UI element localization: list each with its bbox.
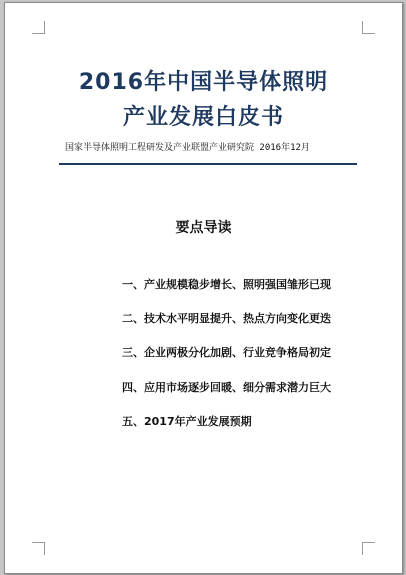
margin-corner-mark	[362, 542, 375, 555]
title-divider	[59, 163, 357, 165]
key-point-item: 四、应用市场逐步回暖、细分需求潜力巨大	[122, 380, 331, 394]
key-point-item: 一、产业规模稳步增长、照明强国雏形已现	[122, 278, 331, 291]
key-point-item: 二、技术水平明显提升、热点方向变化更迭	[122, 312, 331, 326]
section-heading: 要点导读	[175, 220, 232, 236]
key-point-item: 三、企业两极分化加剧、行业竞争格局初定	[122, 346, 331, 360]
document-page	[4, 2, 403, 574]
margin-corner-mark	[32, 21, 45, 34]
document-title-line-2: 产业发展白皮书	[122, 105, 284, 130]
key-point-item: 五、2017年产业发展预期	[122, 414, 252, 428]
document-title-line-1: 2016年中国半导体照明	[78, 70, 329, 95]
document-subtitle: 国家半导体照明工程研发及产业联盟产业研究院 2016年12月	[65, 143, 310, 153]
key-points-list	[122, 276, 331, 447]
margin-corner-mark	[362, 21, 375, 34]
margin-corner-mark	[32, 542, 45, 555]
